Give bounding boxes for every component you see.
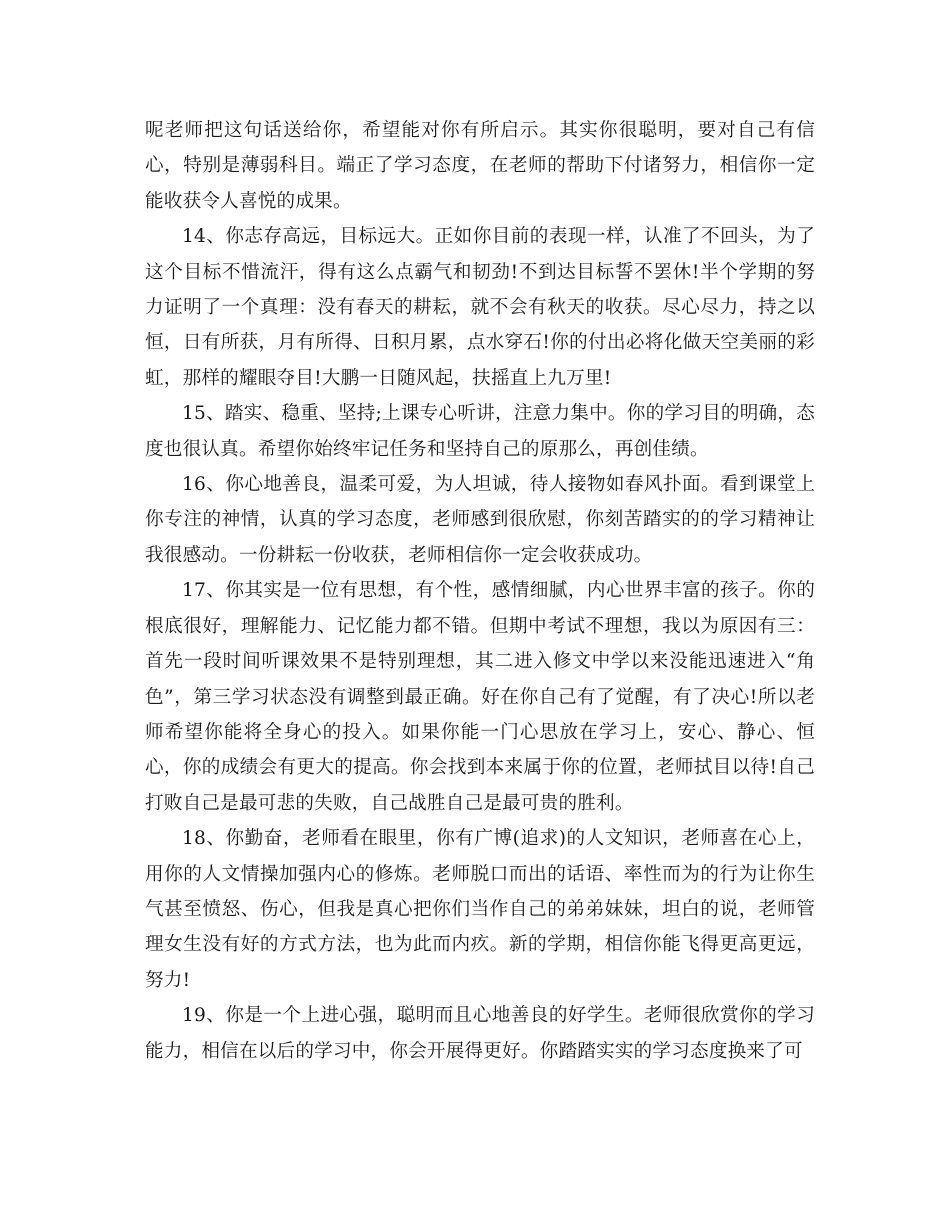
paragraph-comment-19: 19、你是一个上进心强，聪明而且心地善良的好学生。老师很欣赏你的学习能力，相信在以后的学习中，你会开展得更好。你踏踏实实的学习态度换来了可 (145, 1005, 815, 1062)
paragraph-comment-18: 18、你勤奋，老师看在眼里，你有广博(追求)的人文知识，老师喜在心上，用你的人文情操加强内心的修炼。老师脱口而出的话语、率性而为的行为让你生气甚至愤怒、伤心，但我是真心把你们当作自己的弟弟妹妹，坦白的说，老师管理女生没有好的方式方法，也为此而内疚。新的学期，相信你能飞得更高更远，努力! (145, 828, 815, 991)
paragraph-comment-15: 15、踏实、稳重、坚持;上课专心听讲，注意力集中。你的学习目的明确，态度也很认真。希望你始终牢记任务和坚持自己的原那么，再创佳绩。 (145, 403, 815, 460)
document-body (145, 113, 815, 1069)
paragraph-comment-17: 17、你其实是一位有思想，有个性，感情细腻，内心世界丰富的孩子。你的根底很好，理解能力、记忆能力都不错。但期中考试不理想，我以为原因有三：首先一段时间听课效果不是特别理想，其二进入修文中学以来没能迅速进入“角色”，第三学习状态没有调整到最正确。好在你自己有了觉醒，有了决心!所以老师希望你能将全身心的投入。如果你能一门心思放在学习上，安心、静心、恒心，你的成绩会有更大的提高。你会找到本来属于你的位置，老师拭目以待!自己打败自己是最可悲的失败，自己战胜自己是最可贵的胜利。 (145, 580, 815, 814)
paragraph-comment-14: 14、你志存高远，目标远大。正如你目前的表现一样，认准了不回头，为了这个目标不惜流汗，得有这么点霸气和韧劲!不到达目标誓不罢休!半个学期的努力证明了一个真理：没有春天的耕耘，就不会有秋天的收获。尽心尽力，持之以恒，日有所获，月有所得、日积月累，点水穿石!你的付出必将化做天空美丽的彩虹，那样的耀眼夺目!大鹏一日随风起，扶摇直上九万里! (145, 226, 815, 389)
paragraph-comment-16: 16、你心地善良，温柔可爱，为人坦诚，待人接物如春风扑面。看到课堂上你专注的神情，认真的学习态度，老师感到很欣慰，你刻苦踏实的的学习精神让我很感动。一份耕耘一份收获，老师相信你一定会收获成功。 (145, 474, 815, 566)
paragraph-continued: 呢老师把这句话送给你，希望能对你有所启示。其实你很聪明，要对自己有信心，特别是薄弱科目。端正了学习态度，在老师的帮助下付诸努力，相信你一定能收获令人喜悦的成果。 (145, 120, 815, 212)
